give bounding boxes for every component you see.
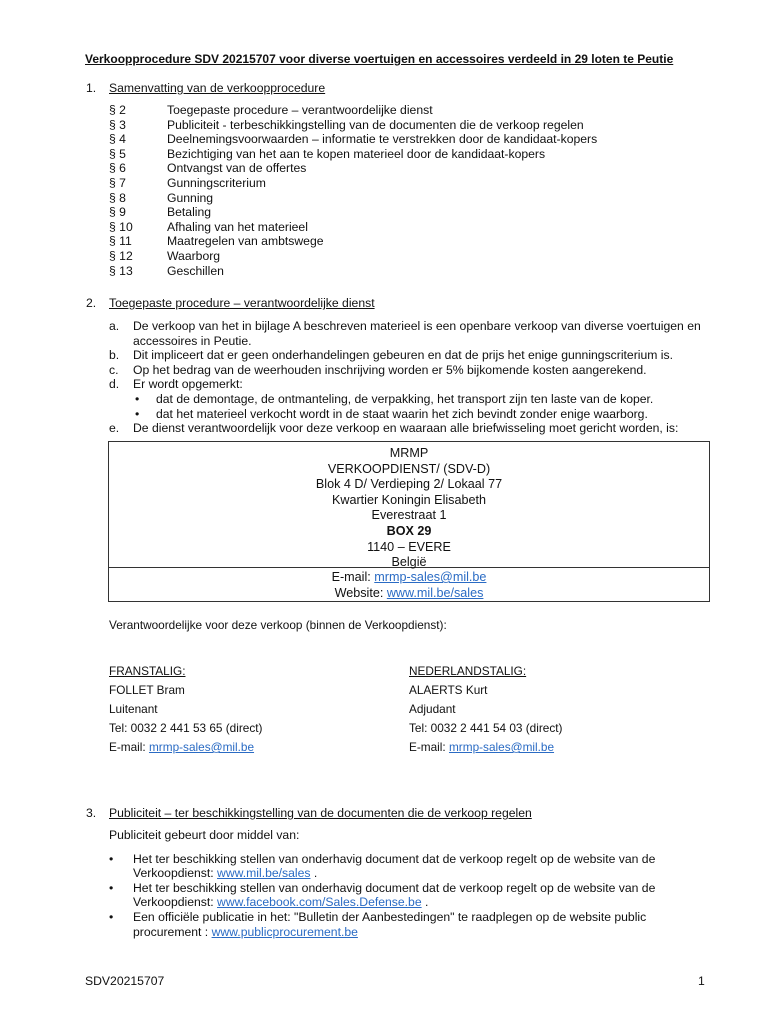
address-line: VERKOOPDIENST/ (SDV-D) [327,461,491,476]
summary-item-text: Maatregelen van ambtswege [167,234,324,249]
summary-item-number: § 5 [109,146,126,161]
publicity-block [109,828,709,939]
publicity-bullet [109,910,709,939]
summary-item-number: § 4 [109,132,126,147]
publicity-bullet [109,852,709,881]
item-letter: e. [109,421,120,436]
address-line: Kwartier Koningin Elisabeth [331,492,486,507]
summary-item-number: § 6 [109,161,126,176]
address-line: MRMP [389,446,429,460]
procedure-list [109,319,709,436]
item-letter: b. [109,348,120,363]
summary-item-number: § 8 [109,190,126,205]
email-label: E-mail: [331,570,375,584]
summary-item-text: Gunning [167,190,214,205]
bullet-symbol: • [135,391,140,406]
summary-item [109,264,597,279]
bullet-text [133,910,709,939]
item-text: De verkoop van het in bijlage A beschreven materieel is een openbare verkoop van diverse voertuigen en accessoires in Peutie. [133,319,701,348]
contact-heading: FRANSTALIG: [109,664,186,678]
summary-item [109,205,597,220]
summary-item-text: Geschillen [167,263,224,278]
contact-rank: Adjudant [409,702,456,716]
procedure-item [109,377,709,392]
address-contact [109,568,709,601]
contact-tel: Tel: 0032 2 441 54 03 (direct) [409,721,563,735]
remark-bullet [109,407,709,422]
summary-item [109,161,597,176]
bullet-end: . [421,895,429,910]
summary-item [109,118,597,133]
summary-item-text: Toegepaste procedure – verantwoordelijke dienst [167,103,433,117]
bullet-text: dat het materieel verkocht wordt in de staat waarin het zich bevindt zonder enige waarborg. [156,406,648,421]
summary-item-number: § 9 [109,205,126,220]
summary-item-text: Deelnemingsvoorwaarden – informatie te verstrekken door de kandidaat-kopers [167,132,598,147]
item-text: Op het bedrag van de weerhouden inschrijving worden er 5% bijkomende kosten aangerekend. [133,362,647,377]
procedure-item [109,348,709,363]
summary-item-text: Afhaling van het materieel [167,219,308,234]
summary-item-number: § 10 [109,219,133,234]
procedure-item [109,421,709,436]
summary-item-number: § 2 [109,103,126,117]
bullet-body: Het ter beschikking stellen van onderhavig document dat de verkoop regelt op de website van de Verkoopdienst: [133,880,656,910]
contact-email-row [409,738,709,757]
summary-item-text: Gunningscriterium [167,175,266,190]
address-line: Blok 4 D/ Verdieping 2/ Lokaal 77 [315,477,503,492]
contact-tel: Tel: 0032 2 441 53 65 (direct) [109,721,263,735]
address-line: België [391,555,427,570]
summary-item [109,176,597,191]
publicity-bullet [109,881,709,910]
publicity-intro: Publiciteit gebeurt door middel van: [109,828,300,842]
section-3-heading: Publiciteit – ter beschikkingstelling van de documenten die de verkoop regelen [109,806,532,820]
summary-item [109,132,597,147]
summary-item-text: Betaling [167,205,212,220]
item-text: Dit impliceert dat er geen onderhandelingen gebeuren en dat de prijs het enige gunningscriterium is. [133,348,673,363]
summary-list [109,103,597,278]
website-label: Website: [334,585,387,600]
address-email-row [109,570,709,586]
remark-bullet [109,392,709,407]
summary-item [109,147,597,162]
contact-name: ALAERTS Kurt [409,683,488,697]
public-procurement-link[interactable]: www.publicprocurement.be [211,924,358,939]
website-link[interactable]: www.mil.be/sales [386,585,484,600]
item-text: Er wordt opgemerkt: [133,377,243,392]
bullet-symbol: • [109,851,114,866]
item-letter: c. [109,362,119,377]
procedure-item [109,319,709,348]
item-letter: a. [109,319,120,333]
summary-item [109,191,597,206]
contact-french [109,662,409,757]
bullet-text [133,881,709,910]
procedure-item [109,363,709,378]
address-box-number: BOX 29 [386,523,432,538]
section-1-number: 1. [86,81,97,95]
item-letter: d. [109,377,120,392]
contact-rank: Luitenant [109,702,158,716]
footer-reference: SDV20215707 [85,974,165,988]
summary-item-number: § 7 [109,175,126,190]
document-title: Verkoopprocedure SDV 20215707 voor diverse voertuigen en accessoires verdeeld in 29 loten te Peutie [85,52,674,66]
summary-item [109,103,597,118]
page-number: 1 [698,974,705,988]
email-link[interactable]: mrmp-sales@mil.be [374,570,487,584]
summary-item-number: § 13 [109,263,133,278]
address-block [109,442,709,568]
section-1-heading: Samenvatting van de verkoopprocedure [109,81,326,95]
section-2-number: 2. [86,296,97,310]
sales-website-link[interactable]: www.mil.be/sales [217,866,311,881]
summary-item-text: Waarborg [167,248,221,263]
contact-name: FOLLET Bram [109,683,185,697]
summary-item-text: Ontvangst van de offertes [167,161,307,176]
facebook-link[interactable]: www.facebook.com/Sales.Defense.be [217,895,422,910]
address-box [108,441,710,602]
address-line: Everestraat 1 [371,508,447,523]
contact-heading: NEDERLANDSTALIG: [409,664,527,678]
summary-item-number: § 12 [109,248,133,263]
summary-item-text: Bezichtiging van het aan te kopen materieel door de kandidaat-kopers [167,146,546,161]
bullet-symbol: • [109,880,114,895]
responsible-label: Verantwoordelijke voor deze verkoop (binnen de Verkoopdienst): [109,618,447,632]
bullet-end: . [310,866,318,881]
contact-dutch [409,662,709,757]
item-text: De dienst verantwoordelijk voor deze verkoop en waaraan alle briefwisseling moet gericht worden, is: [133,421,679,436]
summary-item [109,234,597,249]
contact-email-row [109,738,409,757]
bullet-symbol: • [109,909,114,924]
email-link[interactable]: mrmp-sales@mil.be [148,740,255,754]
address-line: 1140 – EVERE [367,539,451,554]
bullet-symbol: • [135,406,140,421]
summary-item-text: Publiciteit - terbeschikkingstelling van de documenten die de verkoop regelen [167,117,584,132]
bullet-body: Een officiële publicatie in het: "Bulletin der Aanbestedingen" te raadplegen op de website public procurement : [133,909,647,939]
bullet-text [133,852,709,881]
email-link[interactable]: mrmp-sales@mil.be [448,740,555,754]
summary-item-number: § 11 [109,234,132,249]
email-label: E-mail: [409,740,449,754]
section-3-number: 3. [86,806,97,820]
summary-item [109,249,597,264]
bullet-text: dat de demontage, de ontmanteling, de verpakking, het transport zijn ten laste van de koper. [156,391,654,406]
section-2-heading: Toegepaste procedure – verantwoordelijke dienst [109,296,375,310]
summary-item-number: § 3 [109,117,126,132]
email-label: E-mail: [109,740,149,754]
bullet-body: Het ter beschikking stellen van onderhavig document dat de verkoop regelt op de website van de Verkoopdienst: [133,851,656,881]
address-website-row [109,586,709,602]
summary-item [109,220,597,235]
contacts [109,662,709,757]
